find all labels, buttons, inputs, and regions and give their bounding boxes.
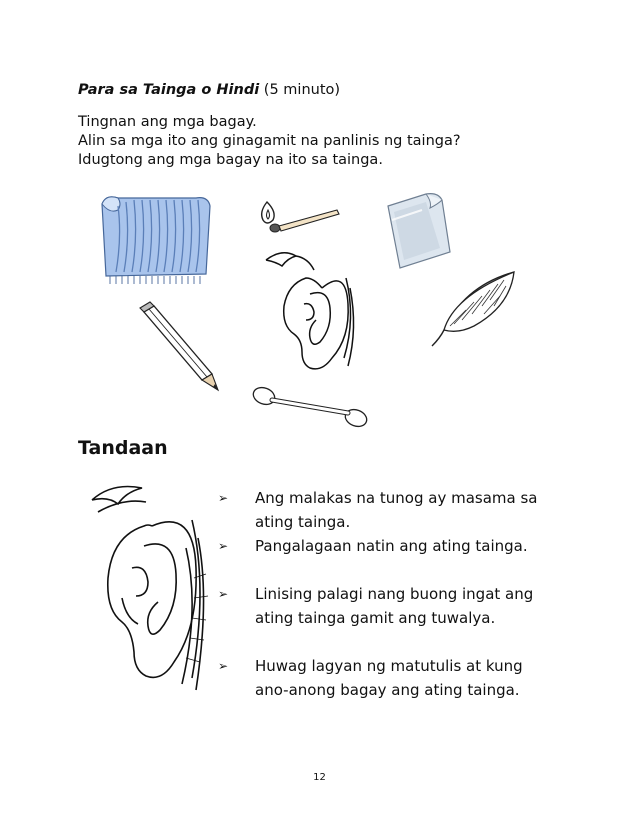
- instruction-line-3: Idugtong ang mga bagay na ito sa tainga.: [78, 152, 383, 168]
- bullet-text: Pangalagaan natin ang ating tainga.: [255, 537, 528, 555]
- towel-icon: [96, 192, 216, 292]
- bullet-text: Huwag lagyan ng matutulis at kung ano-anong bagay ang ating tainga.: [255, 657, 523, 699]
- tandaan-bullet-3: [218, 582, 538, 630]
- feather-icon: [424, 266, 524, 356]
- cotton-swab-icon: [250, 380, 370, 430]
- instruction-line-2: Alin sa mga ito ang ginagamit na panlinis ng tainga?: [78, 133, 461, 149]
- bullet-text: Linising palagi nang buong ingat ang ating tainga gamit ang tuwalya.: [255, 585, 534, 627]
- matchstick-icon: [253, 192, 343, 242]
- plastic-sheet-icon: [382, 190, 456, 272]
- bullet-arrow-icon: ➢: [218, 491, 229, 505]
- bullet-arrow-icon: ➢: [218, 539, 229, 553]
- activity-title-duration: (5 minuto): [263, 82, 341, 98]
- instruction-line-1: Tingnan ang mga bagay.: [78, 114, 257, 130]
- tandaan-bullet-4: [218, 654, 538, 702]
- pencil-icon: [136, 302, 224, 394]
- bullet-text: Ang malakas na tunog ay masama sa ating tainga.: [255, 489, 538, 531]
- bullet-arrow-icon: ➢: [218, 587, 229, 601]
- ear-icon: [262, 248, 362, 380]
- ear-icon: [82, 478, 212, 700]
- bullet-arrow-icon: ➢: [218, 659, 229, 673]
- tandaan-bullet-1: [218, 486, 538, 534]
- activity-title-bold: Para sa Tainga o Hindi: [78, 82, 260, 98]
- section-title-tandaan: Tandaan: [78, 437, 168, 459]
- activity-title: [78, 82, 340, 98]
- tandaan-bullet-2: [218, 534, 538, 558]
- page-number: 12: [313, 772, 326, 783]
